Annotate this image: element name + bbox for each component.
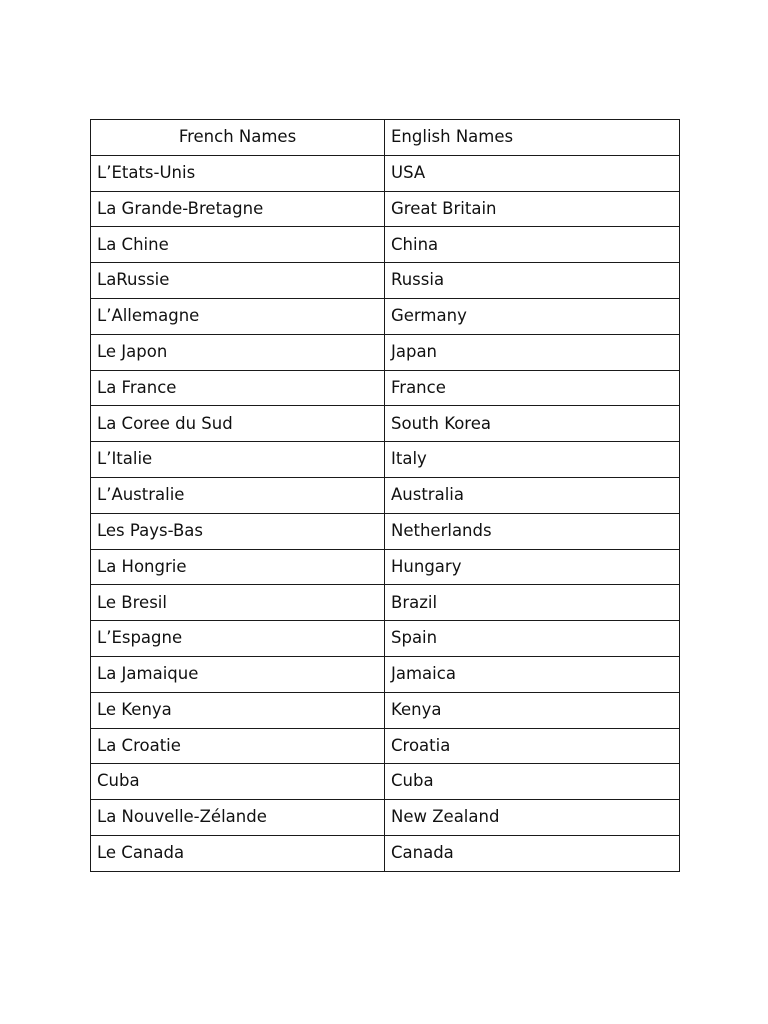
table-row	[91, 513, 680, 549]
english-name-cell: Hungary	[385, 549, 680, 585]
french-name-cell: La Hongrie	[91, 549, 385, 585]
french-name-cell: Les Pays-Bas	[91, 513, 385, 549]
french-name-cell: La Croatie	[91, 728, 385, 764]
french-name-cell: La France	[91, 370, 385, 406]
english-name-cell: USA	[385, 155, 680, 191]
table-row	[91, 621, 680, 657]
english-name-cell: Italy	[385, 442, 680, 478]
header-french-names: French Names	[91, 120, 385, 156]
table-body	[91, 155, 680, 871]
french-name-cell: La Grande-Bretagne	[91, 191, 385, 227]
english-name-cell: Japan	[385, 334, 680, 370]
french-name-cell: L’Etats-Unis	[91, 155, 385, 191]
english-name-cell: Spain	[385, 621, 680, 657]
french-name-cell: La Chine	[91, 227, 385, 263]
table-row	[91, 227, 680, 263]
french-name-cell: La Jamaique	[91, 656, 385, 692]
english-name-cell: Cuba	[385, 764, 680, 800]
english-name-cell: China	[385, 227, 680, 263]
english-name-cell: Great Britain	[385, 191, 680, 227]
table-row	[91, 835, 680, 871]
table-row	[91, 764, 680, 800]
table-row	[91, 406, 680, 442]
english-name-cell: Germany	[385, 298, 680, 334]
french-name-cell: Le Bresil	[91, 585, 385, 621]
french-name-cell: La Nouvelle-Zélande	[91, 800, 385, 836]
french-name-cell: Le Japon	[91, 334, 385, 370]
english-name-cell: Australia	[385, 477, 680, 513]
french-name-cell: Le Kenya	[91, 692, 385, 728]
french-name-cell: L’Australie	[91, 477, 385, 513]
table-row	[91, 477, 680, 513]
english-name-cell: New Zealand	[385, 800, 680, 836]
table-row	[91, 155, 680, 191]
table-row	[91, 298, 680, 334]
english-name-cell: Russia	[385, 263, 680, 299]
table-row	[91, 334, 680, 370]
english-name-cell: Netherlands	[385, 513, 680, 549]
french-name-cell: Cuba	[91, 764, 385, 800]
table-row	[91, 728, 680, 764]
english-name-cell: Brazil	[385, 585, 680, 621]
french-name-cell: La Coree du Sud	[91, 406, 385, 442]
country-names-table	[90, 119, 680, 872]
french-name-cell: L’Allemagne	[91, 298, 385, 334]
table-row	[91, 191, 680, 227]
english-name-cell: South Korea	[385, 406, 680, 442]
french-name-cell: Le Canada	[91, 835, 385, 871]
table-row	[91, 800, 680, 836]
table-row	[91, 263, 680, 299]
english-name-cell: France	[385, 370, 680, 406]
header-english-names: English Names	[385, 120, 680, 156]
table-row	[91, 656, 680, 692]
table-header-row	[91, 120, 680, 156]
french-name-cell: LaRussie	[91, 263, 385, 299]
table-row	[91, 549, 680, 585]
french-name-cell: L’Espagne	[91, 621, 385, 657]
table-row	[91, 585, 680, 621]
table-row	[91, 442, 680, 478]
french-name-cell: L’Italie	[91, 442, 385, 478]
table-row	[91, 692, 680, 728]
english-name-cell: Kenya	[385, 692, 680, 728]
table-row	[91, 370, 680, 406]
english-name-cell: Jamaica	[385, 656, 680, 692]
english-name-cell: Croatia	[385, 728, 680, 764]
english-name-cell: Canada	[385, 835, 680, 871]
